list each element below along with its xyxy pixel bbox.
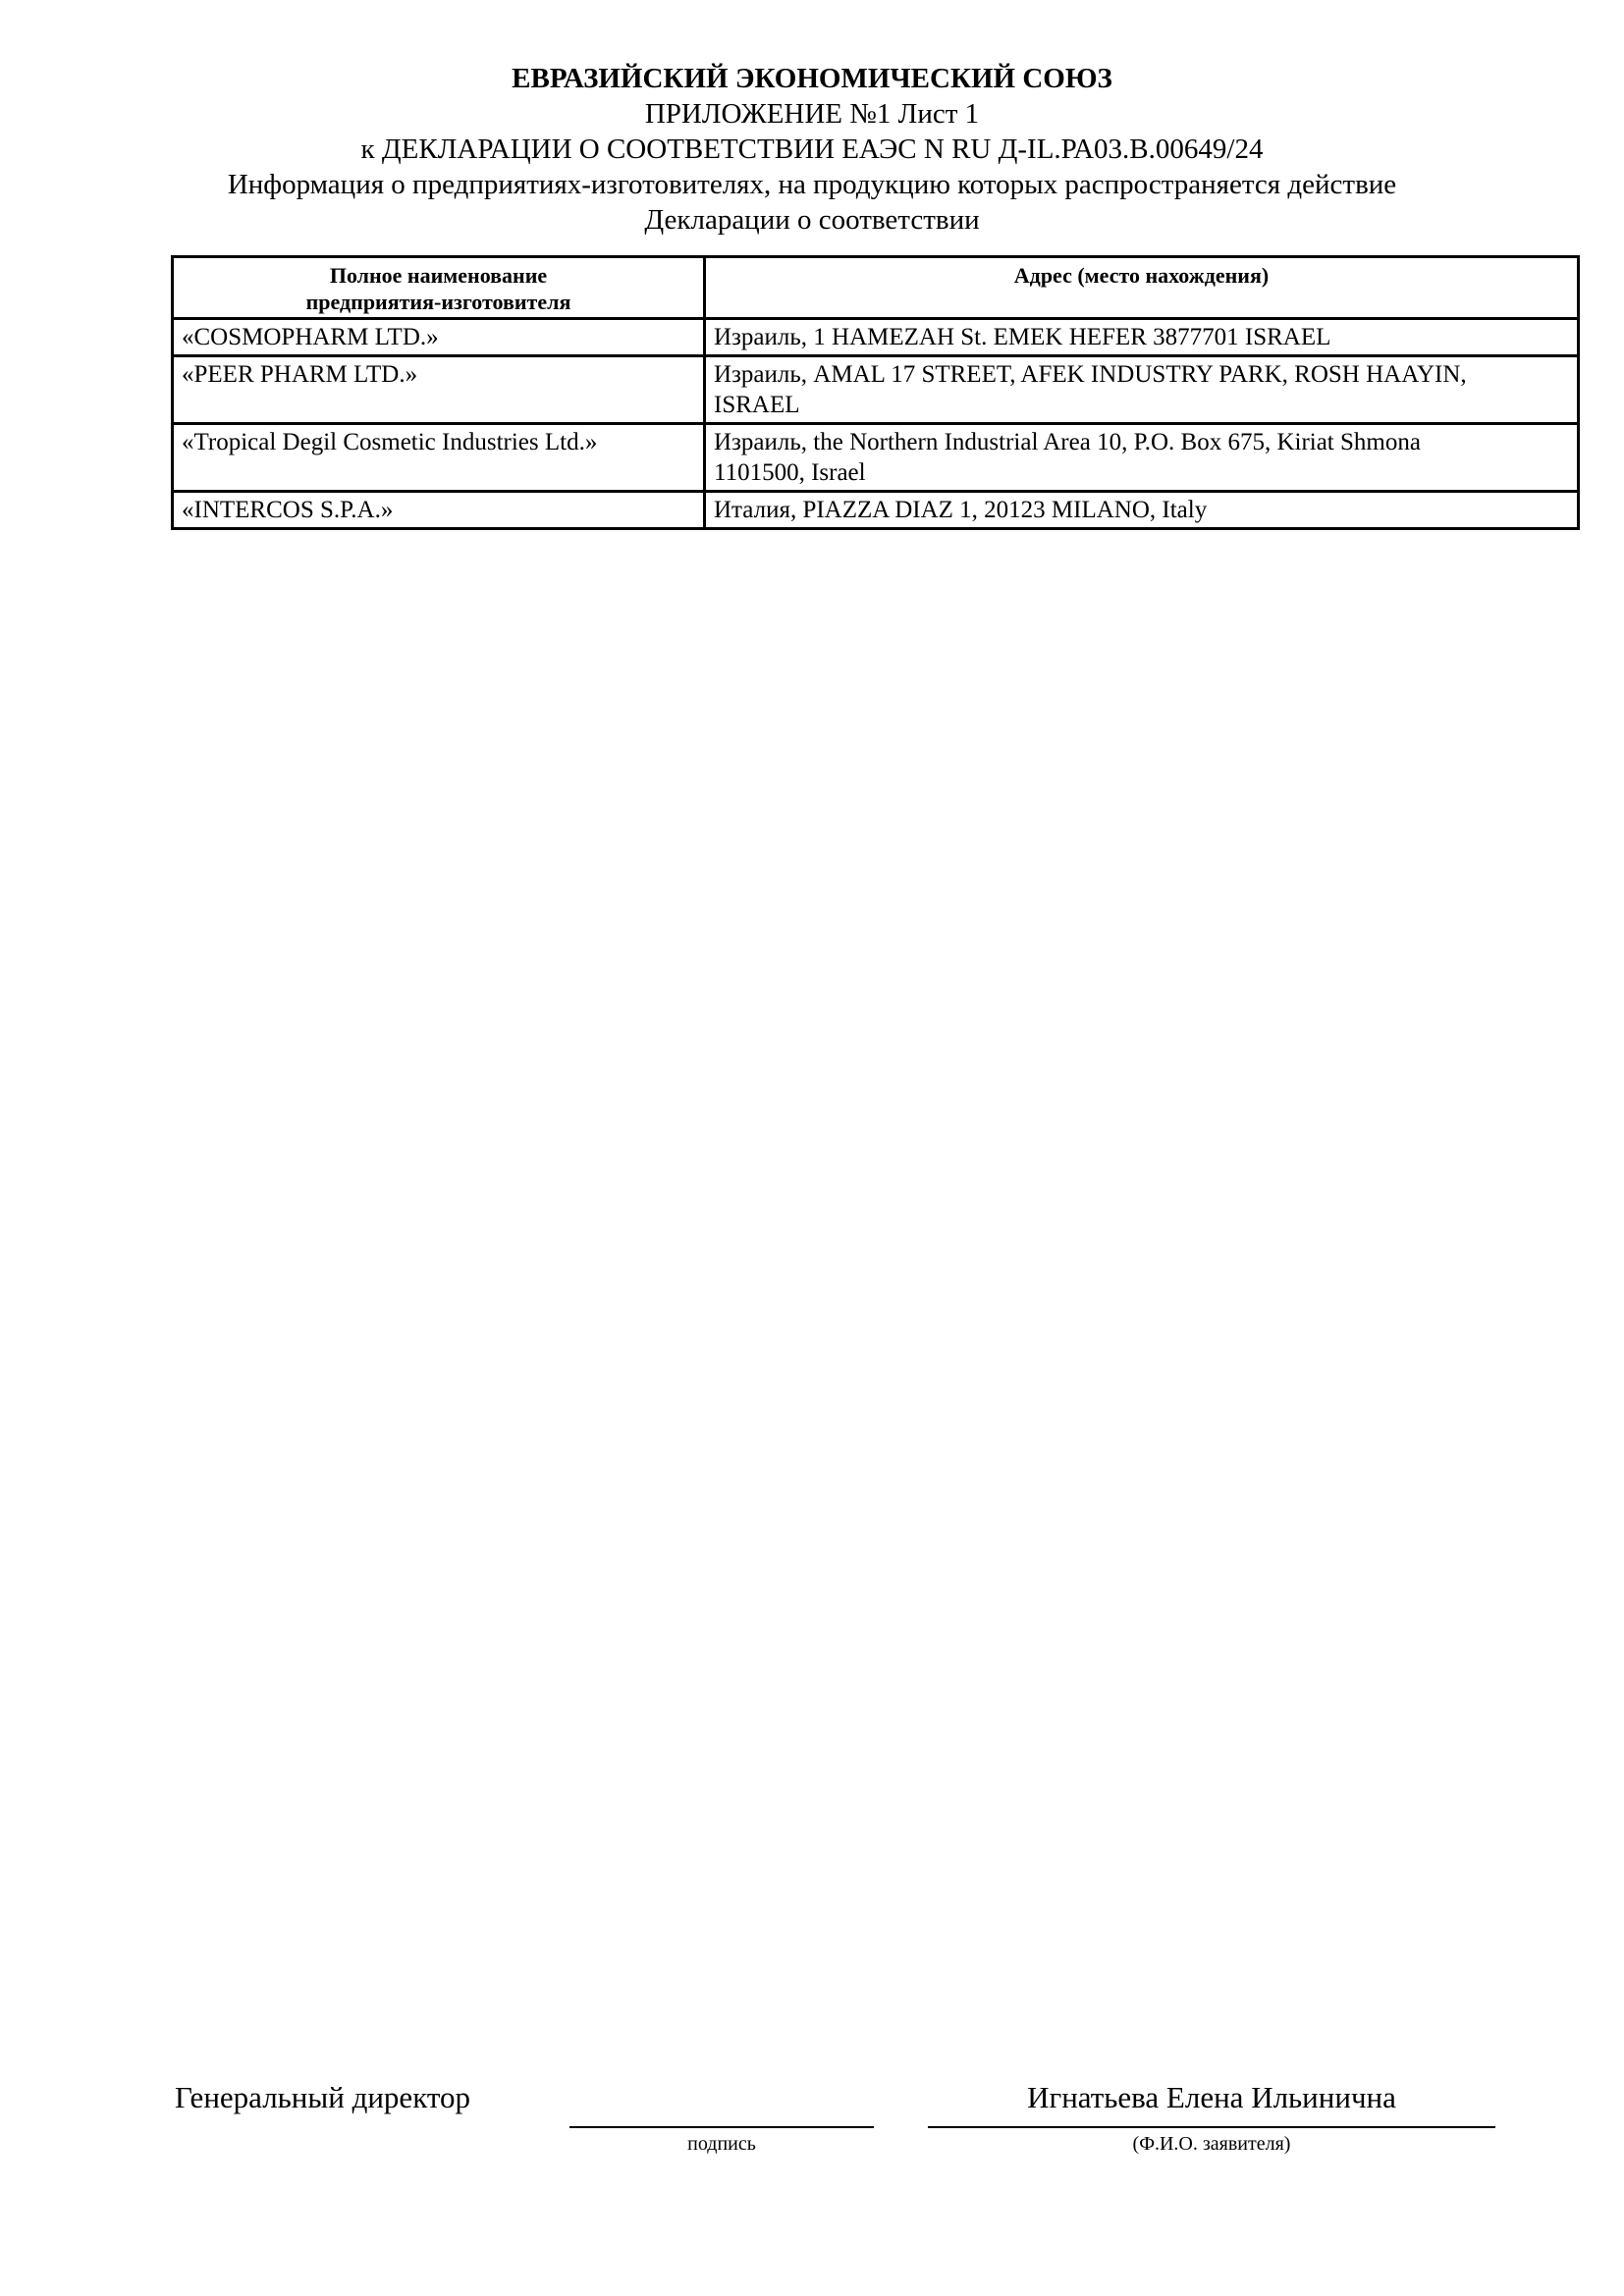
name-line <box>928 2126 1495 2128</box>
signature-caption: подпись <box>687 2133 756 2155</box>
signer-position: Генеральный директор <box>175 2080 470 2114</box>
signature-block <box>0 2071 1624 2189</box>
declaration-reference: к ДЕКЛАРАЦИИ О СООТВЕТСТВИИ ЕАЭС N RU Д-IL.РА03.В.00649/24 <box>360 133 1264 165</box>
name-caption: (Ф.И.О. заявителя) <box>1132 2133 1291 2155</box>
appendix-title: ПРИЛОЖЕНИЕ №1 Лист 1 <box>644 98 980 130</box>
manufacturer-address <box>705 492 1579 529</box>
address-line-1: Израиль, the Northern Industrial Area 10, P.O. Box 675, Kiriat Shmona <box>714 429 1421 455</box>
address-line-2: ISRAEL <box>714 392 800 418</box>
manufacturers-table <box>171 255 1580 530</box>
document-header <box>0 61 1624 238</box>
manufacturer-address <box>705 424 1579 492</box>
header-name-line-1: Полное наименование <box>329 263 548 288</box>
table-row <box>173 356 1579 424</box>
address-line-2: 1101500, Israel <box>714 459 866 486</box>
manufacturer-address <box>705 356 1579 424</box>
table-row <box>173 492 1579 529</box>
manufacturer-address <box>705 319 1579 356</box>
info-line-2: Декларации о соответствии <box>644 204 980 236</box>
table-header-row <box>173 257 1579 319</box>
header-name-line-2: предприятия-изготовителя <box>305 290 571 314</box>
manufacturer-name: «COSMOPHARM LTD.» <box>173 319 705 356</box>
manufacturers-table-wrap <box>171 255 1577 530</box>
manufacturer-name: «PEER PHARM LTD.» <box>173 356 705 424</box>
address-line-1: Израиль, 1 HAMEZAH St. EMEK HEFER 3877701 ISRAEL <box>714 324 1331 350</box>
address-line-1: Италия, PIAZZA DIAZ 1, 20123 MILANO, Italy <box>714 497 1208 523</box>
header-name <box>173 257 705 319</box>
manufacturer-name: «Tropical Degil Cosmetic Industries Ltd.» <box>173 424 705 492</box>
header-address-label: Адрес (место нахождения) <box>1013 263 1270 288</box>
address-line-1: Израиль, AMAL 17 STREET, AFEK INDUSTRY PARK, ROSH HAAYIN, <box>714 361 1467 388</box>
header-address <box>705 257 1579 319</box>
manufacturer-name: «INTERCOS S.P.A.» <box>173 492 705 529</box>
signer-name: Игнатьева Елена Ильинична <box>1027 2080 1396 2114</box>
info-line-1: Информация о предприятиях-изготовителях, на продукцию которых распространяется действие <box>227 169 1397 200</box>
table-row <box>173 319 1579 356</box>
union-title: ЕВРАЗИЙСКИЙ ЭКОНОМИЧЕСКИЙ СОЮЗ <box>512 63 1112 94</box>
signature-line <box>569 2126 874 2128</box>
table-row <box>173 424 1579 492</box>
